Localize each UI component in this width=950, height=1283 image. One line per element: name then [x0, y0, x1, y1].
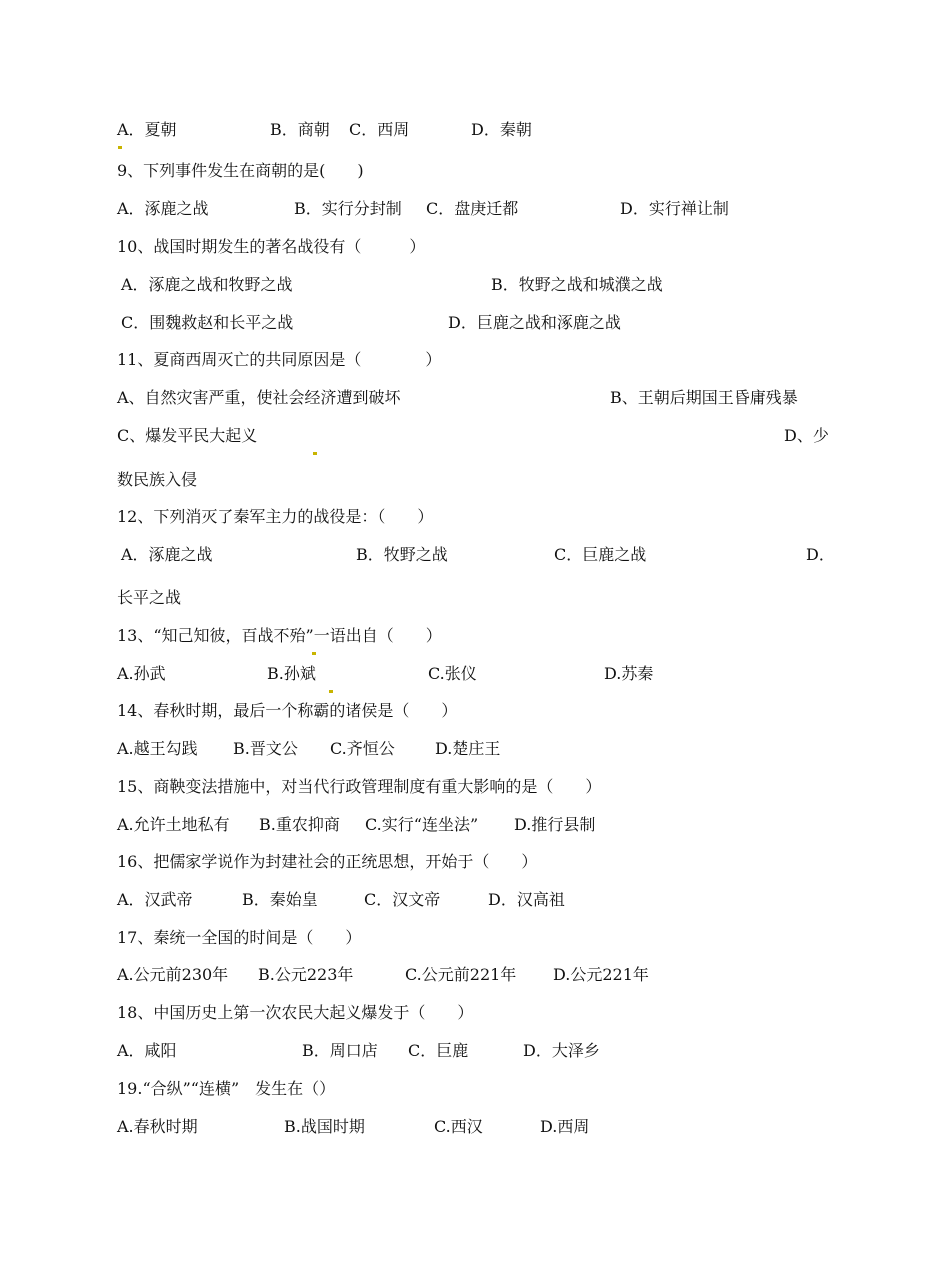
- option-text: D.楚庄王: [435, 739, 501, 758]
- line-text: 13、“知己知彼，百战不殆”一语出自（ ）: [117, 626, 442, 645]
- option-text: B．实行分封制: [294, 199, 402, 218]
- line-text: A.孙武: [117, 664, 166, 683]
- option-text: B、王朝后期国王昏庸残暴: [610, 388, 798, 407]
- line-text: A．涿鹿之战: [117, 199, 209, 218]
- line-text: C、爆发平民大起义: [117, 426, 258, 445]
- text-line: [0, 1001, 950, 1025]
- text-line: [0, 348, 950, 372]
- text-line: [0, 311, 950, 335]
- text-line: [0, 505, 950, 529]
- option-text: C.张仪: [428, 664, 477, 683]
- text-line: [0, 1039, 950, 1063]
- option-text: C.西汉: [434, 1117, 483, 1136]
- option-text: C.公元前221年: [405, 965, 517, 984]
- line-text: A．涿鹿之战: [121, 545, 213, 564]
- option-text: D.公元221年: [553, 965, 649, 984]
- text-line: [0, 624, 950, 648]
- text-line: [0, 1077, 950, 1101]
- option-text: B．周口店: [302, 1041, 378, 1060]
- option-text: B.孙斌: [267, 664, 316, 683]
- option-text: D.西周: [540, 1117, 590, 1136]
- option-text: C．巨鹿之战: [554, 545, 647, 564]
- option-text: B.公元223年: [258, 965, 354, 984]
- line-text: A.越王勾践: [117, 739, 198, 758]
- text-line: [0, 468, 950, 492]
- option-text: D.苏秦: [604, 664, 654, 683]
- line-text: A、自然灾害严重，使社会经济遭到破坏: [117, 388, 401, 407]
- option-text: B.重农抑商: [259, 815, 340, 834]
- line-text: 12、下列消灭了秦军主力的战役是：（ ）: [117, 507, 434, 526]
- option-text: B．牧野之战: [356, 545, 448, 564]
- option-text: C.实行“连坐法”: [365, 815, 479, 834]
- text-line: [0, 699, 950, 723]
- option-text: B．商朝: [270, 120, 330, 139]
- option-text: D．秦朝: [471, 120, 532, 139]
- option-text: D.推行县制: [514, 815, 596, 834]
- line-text: A．咸阳: [117, 1041, 177, 1060]
- text-line: [0, 386, 950, 410]
- text-line: [0, 888, 950, 912]
- option-text: D．巨鹿之战和涿鹿之战: [448, 313, 621, 332]
- option-text: C.齐恒公: [330, 739, 395, 758]
- scan-mark: [329, 690, 333, 693]
- line-text: 17、秦统一全国的时间是（ ）: [117, 928, 362, 947]
- text-line: [0, 1115, 950, 1139]
- line-text: 18、中国历史上第一次农民大起义爆发于（ ）: [117, 1003, 474, 1022]
- text-line: [0, 926, 950, 950]
- text-line: [0, 159, 950, 183]
- line-text: A．夏朝: [117, 120, 177, 139]
- text-line: [0, 586, 950, 610]
- text-line: [0, 424, 950, 448]
- line-text: 10、战国时期发生的著名战役有（ ）: [117, 237, 426, 256]
- line-text: 19.“合纵”“连横” 发生在（）: [117, 1079, 336, 1098]
- scan-mark: [118, 146, 122, 149]
- option-text: D．汉高祖: [488, 890, 565, 909]
- option-text: D．大泽乡: [523, 1041, 600, 1060]
- line-text: A．涿鹿之战和牧野之战: [121, 275, 293, 294]
- line-text: 9、下列事件发生在商朝的是( ): [117, 161, 364, 180]
- line-text: A．汉武帝: [117, 890, 193, 909]
- line-text: 16、把儒家学说作为封建社会的正统思想，开始于（ ）: [117, 852, 538, 871]
- text-line: [0, 235, 950, 259]
- option-text: B．牧野之战和城濮之战: [491, 275, 663, 294]
- line-text: A.允许土地私有: [117, 815, 230, 834]
- option-text: D．实行禅让制: [620, 199, 729, 218]
- option-text: B.战国时期: [284, 1117, 365, 1136]
- text-line: [0, 737, 950, 761]
- text-line: [0, 813, 950, 837]
- text-line: [0, 273, 950, 297]
- line-text: 数民族入侵: [117, 470, 198, 489]
- text-line: [0, 662, 950, 686]
- line-text: 长平之战: [117, 588, 182, 607]
- text-line: [0, 118, 950, 142]
- option-text: C．巨鹿: [408, 1041, 469, 1060]
- line-text: C．围魏救赵和长平之战: [121, 313, 294, 332]
- line-text: A.春秋时期: [117, 1117, 198, 1136]
- scan-mark: [312, 652, 316, 655]
- option-text: C．西周: [349, 120, 410, 139]
- line-text: 14、春秋时期，最后一个称霸的诸侯是（ ）: [117, 701, 458, 720]
- option-text: B.晋文公: [233, 739, 298, 758]
- line-text: A.公元前230年: [117, 965, 229, 984]
- text-line: [0, 197, 950, 221]
- text-line: [0, 775, 950, 799]
- option-text: B．秦始皇: [242, 890, 318, 909]
- option-text: C．盘庚迁都: [426, 199, 519, 218]
- line-text: 15、商鞅变法措施中，对当代行政管理制度有重大影响的是（ ）: [117, 777, 602, 796]
- option-text: C．汉文帝: [364, 890, 441, 909]
- text-line: [0, 543, 950, 567]
- text-line: [0, 850, 950, 874]
- line-text: 11、夏商西周灭亡的共同原因是（ ）: [117, 350, 442, 369]
- option-text: D、少: [784, 426, 829, 445]
- scan-mark: [313, 452, 317, 455]
- text-line: [0, 963, 950, 987]
- option-text: D．: [806, 545, 835, 564]
